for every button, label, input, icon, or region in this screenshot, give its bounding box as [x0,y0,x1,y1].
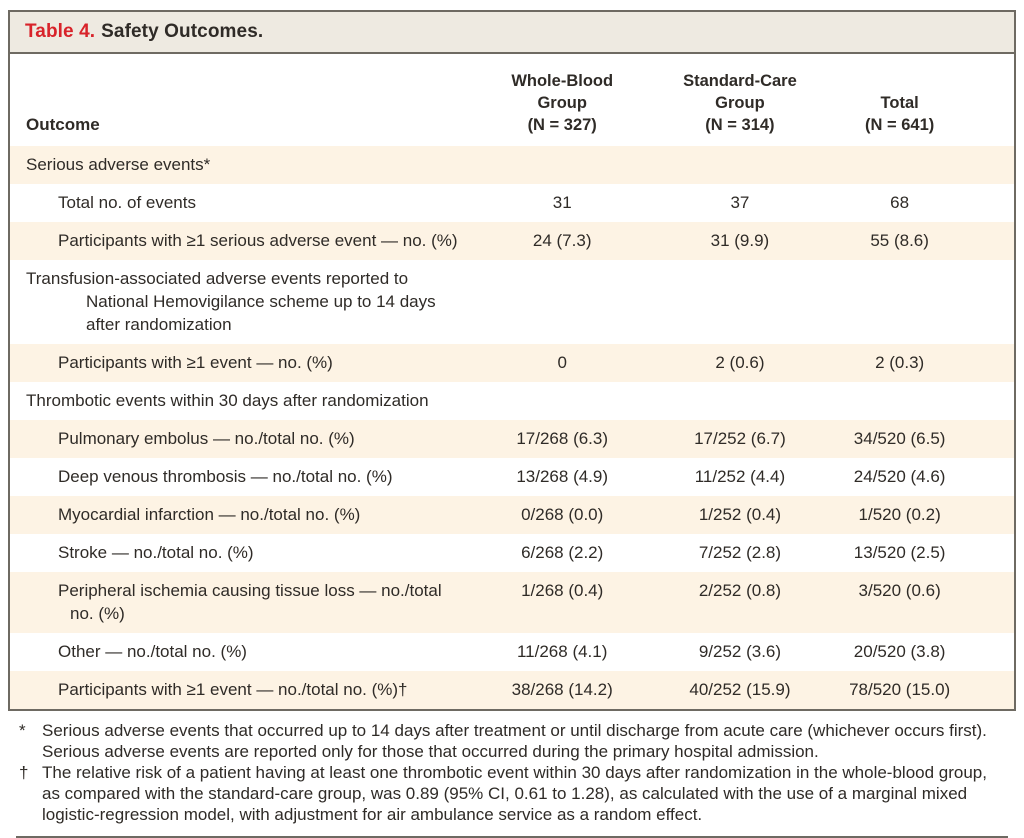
value-whole-blood: 11/268 (4.1) [516,642,608,661]
column-header-total: Total (N = 641) [865,94,935,134]
value-whole-blood [462,382,663,420]
value-standard-care: 37 [730,193,750,212]
row-pulmonary-embolus [10,420,1014,458]
dagger-marker: † [19,763,29,782]
value-standard-care: 9/252 (3.6) [698,642,782,661]
value-total: 2 (0.3) [875,353,925,372]
outcome-label: Deep venous thrombosis — no./total no. (%) [58,467,393,486]
outcome-label: Other — no./total no. (%) [58,642,247,661]
outcomes-table [10,54,1014,709]
value-total: 34/520 (6.5) [853,429,946,448]
value-standard-care: 1/252 (0.4) [698,505,782,524]
outcome-label: Pulmonary embolus — no./total no. (%) [58,429,355,448]
footnote-text: The relative risk of a patient having at least one thrombotic event within 30 days after randomization in the whole-blood group, as compared with the standard-care group, was 0.89 (95% CI, 0.61 to 1.28), as calculated with the use of a marginal mixed logistic-regression model, with adjustment for air ambulance service as a random effect. [42,763,987,824]
value-total: 68 [890,193,910,212]
value-whole-blood: 0 [557,353,567,372]
value-standard-care [663,146,834,184]
row-participants-serious-adverse-event [10,222,1014,260]
value-whole-blood: 17/268 (6.3) [516,429,609,448]
value-whole-blood [462,260,663,344]
value-whole-blood: 31 [552,193,572,212]
value-whole-blood: 38/268 (14.2) [511,680,613,699]
table-caption: Safety Outcomes. [101,21,264,42]
footnotes [16,720,1008,825]
outcome-label: Participants with ≥1 event — no./total no. (%)† [58,680,408,699]
outcome-label: Peripheral ischemia causing tissue loss — no./total no. (%) [58,581,442,623]
footnote-asterisk [16,720,1008,762]
outcome-label: Participants with ≥1 event — no. (%) [58,353,333,372]
value-whole-blood: 13/268 (4.9) [516,467,609,486]
header-row [10,54,1014,146]
value-whole-blood: 24 (7.3) [532,231,592,250]
row-participants-transfusion-event [10,344,1014,382]
outcome-label: Total no. of events [58,193,196,212]
value-standard-care: 2 (0.6) [715,353,765,372]
table-title-bar [10,12,1014,54]
row-deep-venous-thrombosis [10,458,1014,496]
value-standard-care: 2/252 (0.8) [698,581,782,600]
footnote-text: Serious adverse events that occurred up to 14 days after treatment or until discharge from acute care (whichever occurs first). Serious adverse events are reported only for those that occurred during the primary hospital admission. [42,721,987,761]
value-standard-care [663,260,834,344]
value-whole-blood: 0/268 (0.0) [521,505,604,524]
outcome-label: Participants with ≥1 serious adverse event — no. (%) [58,231,458,250]
outcome-label: Stroke — no./total no. (%) [58,543,254,562]
value-total: 20/520 (3.8) [853,642,946,661]
value-standard-care [663,382,834,420]
row-total-no-of-events [10,184,1014,222]
row-myocardial-infarction [10,496,1014,534]
value-whole-blood: 1/268 (0.4) [521,581,604,600]
table-number: Table 4. [25,21,96,42]
value-whole-blood [462,146,663,184]
value-total: 1/520 (0.2) [858,505,941,524]
row-participants-thrombotic-event [10,671,1014,709]
outcome-label: Myocardial infarction — no./total no. (%) [58,505,361,524]
value-total: 55 (8.6) [870,231,929,250]
value-standard-care: 17/252 (6.7) [694,429,786,448]
outcome-label: Serious adverse events* [26,155,211,174]
value-total: 3/520 (0.6) [858,581,941,600]
value-total: 24/520 (4.6) [853,467,946,486]
row-stroke [10,534,1014,572]
value-whole-blood: 6/268 (2.2) [521,543,604,562]
safety-outcomes-table-box [8,10,1016,711]
row-other [10,633,1014,671]
value-total: 78/520 (15.0) [849,680,951,699]
column-header-outcome: Outcome [26,115,100,134]
outcome-label: Thrombotic events within 30 days after randomization [26,391,429,410]
value-total [833,382,1014,420]
row-serious-adverse-events [10,146,1014,184]
outcome-label: Transfusion-associated adverse events reported to National Hemovigilance scheme up to 14 days after randomization [26,269,436,334]
value-standard-care: 40/252 (15.9) [689,680,791,699]
value-standard-care: 7/252 (2.8) [698,543,782,562]
value-standard-care: 11/252 (4.4) [694,467,786,486]
value-total: 13/520 (2.5) [853,543,946,562]
asterisk-marker: * [19,721,26,740]
value-standard-care: 31 (9.9) [710,231,770,250]
value-total [833,260,1014,344]
column-header-standard-care-group: Standard-Care Group (N = 314) [683,72,797,134]
row-transfusion-associated-adverse-events [10,260,1014,344]
value-total [833,146,1014,184]
row-thrombotic-events-section [10,382,1014,420]
row-peripheral-ischemia [10,572,1014,633]
column-header-whole-blood-group: Whole-Blood Group (N = 327) [511,72,614,134]
footnote-dagger [16,762,1008,825]
